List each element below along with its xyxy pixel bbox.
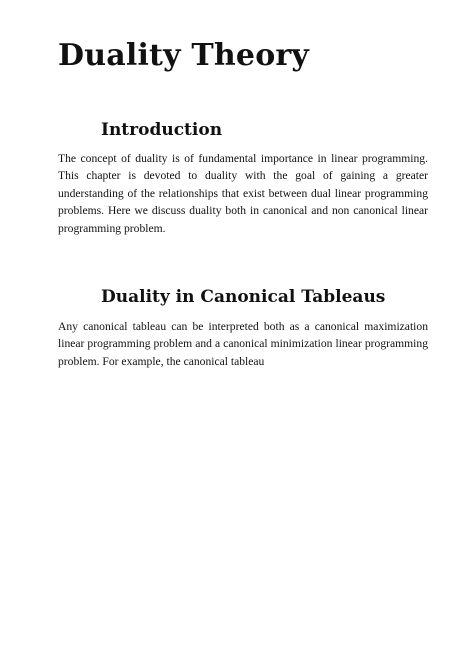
introduction-paragraph: The concept of duality is of fundamental importance in linear programming. This chapter is devoted to duality with the goal of gaining a greater understanding of the relationships that exist between dual linear programming problems. Here we discuss duality both in canonical and non canonical linear programming problem.: [58, 152, 428, 235]
duality-canonical-tableaus-paragraph: Any canonical tableau can be interpreted both as a canonical maximization linear programming problem and a canonical minimization linear programming problem. For example, the canonical tableau: [58, 320, 428, 368]
section-heading-duality-canonical-tableaus: Duality in Canonical Tableaus: [101, 287, 386, 307]
chapter-title: Duality Theory: [58, 38, 310, 73]
section-heading-introduction: Introduction: [101, 120, 223, 140]
